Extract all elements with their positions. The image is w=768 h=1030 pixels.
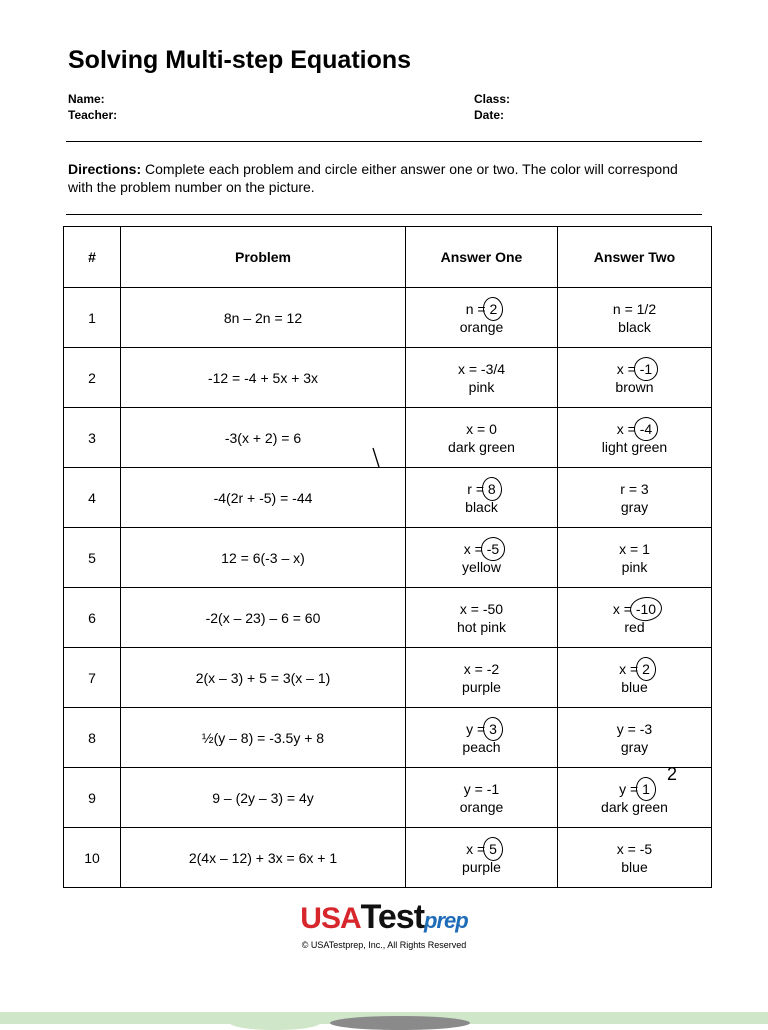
answer-equation [558, 720, 711, 738]
answer-equation [558, 420, 711, 438]
answer-variable: r = [620, 480, 641, 497]
answer-color: black [465, 498, 498, 515]
answer-equation [406, 300, 557, 318]
answer-color: pink [468, 378, 495, 395]
answer-color: dark green [448, 438, 515, 455]
worksheet-title: Solving Multi-step Equations [68, 46, 412, 74]
answer-one-cell[interactable] [406, 648, 558, 708]
answer-color: orange [459, 318, 504, 335]
problem-number: 4 [64, 468, 121, 528]
answer-variable: x = [463, 540, 487, 557]
answer-two-cell[interactable] [558, 348, 712, 408]
problem-number: 6 [64, 588, 121, 648]
teacher-label: Teacher: [68, 108, 118, 122]
problem-equation: 8n – 2n = 12 [121, 288, 406, 348]
answer-variable: x = [466, 420, 490, 437]
copyright-text: © USATestprep, Inc., All Rights Reserved [301, 940, 467, 950]
table-header-row [64, 227, 712, 288]
logo-prep-text: prep [424, 908, 468, 933]
problem-number: 8 [64, 708, 121, 768]
answer-value: -3/4 [480, 360, 506, 377]
table-body [64, 288, 712, 888]
answer-one-cell[interactable] [406, 348, 558, 408]
header-number: # [64, 227, 121, 288]
answer-equation [406, 840, 557, 858]
problem-table [63, 226, 712, 888]
answer-color: peach [462, 738, 501, 755]
answer-variable: y = [616, 720, 640, 737]
logo-usa-text: USA [300, 902, 361, 935]
problem-number: 3 [64, 408, 121, 468]
answer-color: light green [601, 438, 668, 455]
problem-equation: -12 = -4 + 5x + 3x [121, 348, 406, 408]
answer-one-cell[interactable] [406, 588, 558, 648]
answer-variable: x = [612, 600, 636, 617]
answer-equation [406, 360, 557, 378]
header-answer-two: Answer Two [558, 227, 712, 288]
answer-color: blue [621, 678, 648, 695]
answer-color: brown [615, 378, 654, 395]
table-row [64, 288, 712, 348]
answer-equation [406, 540, 557, 558]
answer-equation [558, 600, 711, 618]
class-label: Class: [474, 92, 511, 106]
directions [68, 160, 688, 196]
answer-equation [558, 480, 711, 498]
answer-value: -2 [486, 660, 500, 677]
answer-color: pink [621, 558, 648, 575]
answer-equation [558, 300, 711, 318]
answer-one-cell[interactable] [406, 468, 558, 528]
answer-value: -1 [486, 780, 500, 797]
circled-answer-value: -10 [635, 600, 657, 617]
directions-text: Complete each problem and circle either answer one or two. The color will correspond with the problem number on the picture. [68, 161, 678, 195]
answer-variable: x = [616, 420, 640, 437]
answer-variable: y = [463, 780, 487, 797]
answer-variable: x = [457, 360, 481, 377]
answer-value: 1 [642, 540, 650, 557]
answer-variable: n = [465, 300, 490, 317]
answer-equation [558, 660, 711, 678]
answer-equation [406, 420, 557, 438]
answer-color: gray [620, 498, 649, 515]
answer-color: gray [620, 738, 649, 755]
answer-value: 3 [640, 480, 649, 497]
answer-variable: n = [612, 300, 637, 317]
pencil-stroke-mark [370, 446, 384, 470]
table-row [64, 648, 712, 708]
answer-equation [406, 660, 557, 678]
answer-equation [558, 360, 711, 378]
answer-equation [558, 540, 711, 558]
answer-equation [406, 600, 557, 618]
answer-two-cell[interactable] [558, 528, 712, 588]
answer-variable: x = [619, 660, 643, 677]
table-row [64, 768, 712, 828]
footer-hill [230, 1016, 320, 1030]
problem-equation: -3(x + 2) = 6 [121, 408, 406, 468]
table-row [64, 348, 712, 408]
answer-variable: y = [619, 780, 643, 797]
answer-value: -50 [482, 600, 504, 617]
problem-equation: 12 = 6(-3 – x) [121, 528, 406, 588]
problem-equation: 2(x – 3) + 5 = 3(x – 1) [121, 648, 406, 708]
circled-answer-value: 3 [489, 720, 497, 737]
answer-equation [406, 780, 557, 798]
answer-one-cell[interactable] [406, 768, 558, 828]
circled-answer-value: -1 [639, 360, 653, 377]
answer-one-cell[interactable] [406, 528, 558, 588]
answer-value: 0 [489, 420, 497, 437]
answer-variable: r = [467, 480, 488, 497]
usatestprep-logo [0, 900, 768, 950]
table-row [64, 828, 712, 888]
table-row [64, 468, 712, 528]
problem-equation: -4(2r + -5) = -44 [121, 468, 406, 528]
name-label: Name: [68, 92, 105, 106]
answer-value: -3 [639, 720, 653, 737]
answer-value: -5 [639, 840, 653, 857]
problem-number: 7 [64, 648, 121, 708]
answer-variable: x = [616, 840, 640, 857]
answer-color: hot pink [456, 618, 507, 635]
circled-answer-value: 1 [642, 780, 650, 797]
answer-two-cell[interactable] [558, 588, 712, 648]
answer-color: blue [621, 858, 648, 875]
answer-two-cell[interactable] [558, 288, 712, 348]
problem-number: 2 [64, 348, 121, 408]
circled-answer-value: 2 [642, 660, 650, 677]
answer-color: purple [462, 678, 501, 695]
table-row [64, 408, 712, 468]
answer-one-cell[interactable] [406, 408, 558, 468]
answer-variable: x = [463, 660, 487, 677]
answer-color: black [618, 318, 651, 335]
handwritten-number: 2 [667, 764, 678, 784]
problem-equation: -2(x – 23) – 6 = 60 [121, 588, 406, 648]
problem-number: 1 [64, 288, 121, 348]
answer-one-cell[interactable] [406, 288, 558, 348]
answer-variable: x = [466, 840, 490, 857]
directions-divider [66, 214, 702, 215]
problem-equation: ½(y – 8) = -3.5y + 8 [121, 708, 406, 768]
table-row [64, 588, 712, 648]
answer-two-cell[interactable] [558, 468, 712, 528]
table-row [64, 708, 712, 768]
answer-two-cell[interactable] [558, 828, 712, 888]
circled-answer-value: -4 [639, 420, 653, 437]
answer-equation [406, 480, 557, 498]
directions-label: Directions: [68, 161, 142, 177]
problem-equation: 2(4x – 12) + 3x = 6x + 1 [121, 828, 406, 888]
answer-variable: x = [616, 360, 640, 377]
answer-variable: y = [466, 720, 490, 737]
problem-number: 10 [64, 828, 121, 888]
answer-one-cell[interactable] [406, 828, 558, 888]
circled-answer-value: 8 [487, 480, 496, 497]
circled-answer-value: 2 [489, 300, 498, 317]
answer-two-cell[interactable] [558, 648, 712, 708]
problem-number: 5 [64, 528, 121, 588]
answer-equation [558, 840, 711, 858]
answer-equation [406, 720, 557, 738]
answer-color: orange [459, 798, 504, 815]
circled-answer-value: 5 [489, 840, 497, 857]
answer-one-cell[interactable] [406, 708, 558, 768]
answer-equation [558, 780, 711, 798]
answer-color: red [624, 618, 645, 635]
answer-two-cell[interactable] [558, 408, 712, 468]
answer-variable: x = [459, 600, 483, 617]
answer-two-cell[interactable] [558, 768, 712, 828]
answer-color: yellow [462, 558, 501, 575]
answer-two-cell[interactable] [558, 708, 712, 768]
logo-test-text: Test [360, 898, 425, 936]
answer-color: purple [462, 858, 501, 875]
header-answer-one: Answer One [406, 227, 558, 288]
date-label: Date: [474, 108, 505, 122]
answer-color: dark green [601, 798, 668, 815]
header-divider [66, 141, 702, 142]
circled-answer-value: -5 [486, 540, 500, 557]
problem-equation: 9 – (2y – 3) = 4y [121, 768, 406, 828]
header-problem: Problem [121, 227, 406, 288]
footer-rock [330, 1016, 470, 1030]
answer-variable: x = [619, 540, 643, 557]
table-row [64, 528, 712, 588]
answer-value: 1/2 [636, 300, 657, 317]
problem-number: 9 [64, 768, 121, 828]
